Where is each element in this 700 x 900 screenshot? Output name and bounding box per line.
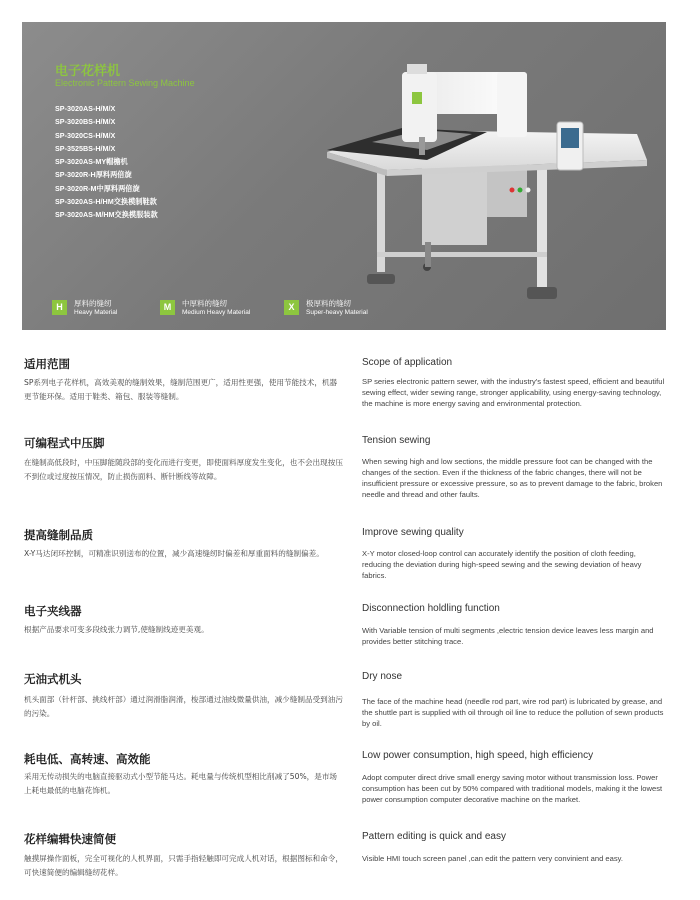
badge-super-heavy <box>284 298 444 320</box>
section-title-en: Low power consumption, high speed, high efficiency <box>362 750 594 761</box>
hero-banner <box>22 22 666 330</box>
model-item: SP-3020BS-H/M/X <box>55 117 116 127</box>
model-item: SP-3020AS-MY帽檐机 <box>55 157 128 167</box>
banner-subtitle: Electronic Pattern Sewing Machine <box>55 78 195 88</box>
model-item: SP-3020R-H厚料两倍旋 <box>55 170 132 180</box>
section-title-en: Scope of application <box>362 357 453 368</box>
section-body-en: X-Y motor closed-loop control can accurately identify the position of cloth feeding, reducing the deviation during high-speed sewing and the sewing deviation of heavy fabrics. <box>362 549 642 580</box>
section-body-en: Visible HMI touch screen panel ,can edit the pattern very convinient and easy. <box>362 854 624 863</box>
model-item: SP-3020AS-M/HM交换模服装款 <box>55 210 158 220</box>
section-body-en: With Variable tension of multi segments ,electric tension device leaves less margin and provides better stitching trace. <box>362 626 654 646</box>
section-title-cn: 无油式机头 <box>24 672 82 686</box>
section-body-cn: 采用无传动损失的电脑直接驱动式小型节能马达。耗电量与传统机型相比削减了50%，是市场上耗电最低的电脑花饰机。 <box>24 772 338 795</box>
model-list <box>55 102 158 222</box>
section-title-en: Disconnection holdling function <box>362 603 500 614</box>
sewing-machine-image <box>307 42 666 312</box>
section-body-cn: 在缝制高低段时，中压脚能随段部的变化而进行变更，即使面料厚度发生变化，也不会出现按压不到位或过度按压情况，防止损伤面料、断针断线等故障。 <box>24 458 343 481</box>
section-body-en: When sewing high and low sections, the middle pressure foot can be changed with the changes of the section. Even if the thickness of the fabric changes, there will not be insufficient pressure or excessive pressure, so as to prevent damage to the fabric, broken needle and thread and other faults. <box>362 457 663 499</box>
badge-label-cn: 极厚料的缝纫 <box>306 299 351 308</box>
section-title-cn: 花样编辑快速简便 <box>24 832 116 846</box>
badge-letter: M <box>160 300 175 315</box>
section-title-en: Tension sewing <box>362 435 431 446</box>
section-body-cn: 根据产品要求可变多段线张力调节,使缝制线迹更美观。 <box>24 625 209 634</box>
section-title-en: Improve sewing quality <box>362 527 464 538</box>
badge-label-en: Super-heavy Material <box>306 309 368 316</box>
section-body-cn: X-Y马达闭环控制，可精准识别送布的位置，减少高速缝纫时偏差和厚重面料的缝制偏差。 <box>24 549 324 558</box>
banner-title: 电子花样机 <box>55 64 121 79</box>
section-title-en: Pattern editing is quick and easy <box>362 831 506 842</box>
model-item: SP-3020AS-H/M/X <box>55 104 116 113</box>
badge-label-en: Heavy Material <box>74 309 118 316</box>
badge-letter: X <box>284 300 299 315</box>
section-title-cn: 提高缝制品质 <box>24 528 93 542</box>
model-item: SP-3020AS-H/HM交换模制鞋款 <box>55 197 157 207</box>
section-body-cn: 机头面部（针杆部、挑线杆部）通过润滑脂润滑，梭部通过油线微量供油，减少缝制品受到油污的污染。 <box>24 695 343 718</box>
section-title-cn: 电子夹线器 <box>24 604 82 618</box>
badge-label-en: Medium Heavy Material <box>182 309 251 316</box>
section-title-cn: 可编程式中压脚 <box>24 436 105 450</box>
section-title-en: Dry nose <box>362 671 403 682</box>
badge-label-cn: 厚料的缝纫 <box>74 299 112 308</box>
model-item: SP-3525BS-H/M/X <box>55 143 116 153</box>
section-title-cn: 耗电低、高转速、高效能 <box>24 752 151 766</box>
section-body-cn: 触摸屏操作面板，完全可视化的人机界面，只需手指轻触即可完成人机对话，根据图标和命令，可快速简便的编辑缝纫花样。 <box>24 854 343 877</box>
section-body-en: SP series electronic pattern sewer, with the industry's fastest speed, efficient and beautiful sewing effect, wider sewing range, stronger applicability, using energy-saving technology, the machine is more energy saving and environmental protection. <box>362 377 665 408</box>
section-body-en: The face of the machine head (needle rod part, wire rod part) is lubricated by grease, and the shuttle part is supplied with oil through oil line to reduce the pollution of sewn products by oil. <box>362 697 664 728</box>
badge-label-cn: 中厚料的缝纫 <box>182 299 227 308</box>
section-body-cn: SP系列电子花样机，高效美观的缝制效果，缝制范围更广，适用性更强，使用节能技术，机器更节能环保。适用于鞋类、箱包、服装等缝制。 <box>24 378 338 401</box>
section-body-en: Adopt computer direct drive small energy saving motor without transmission loss. Power consumption has been cut by 50% compared with traditional models, making it the lowest power consumption computer decorative machine on the market. <box>362 773 663 804</box>
model-item: SP-3020CS-H/M/X <box>55 130 116 140</box>
section-title-cn: 适用范围 <box>24 357 70 371</box>
badge-letter: H <box>52 300 67 315</box>
model-item: SP-3020R-M中厚料两倍旋 <box>55 183 140 193</box>
